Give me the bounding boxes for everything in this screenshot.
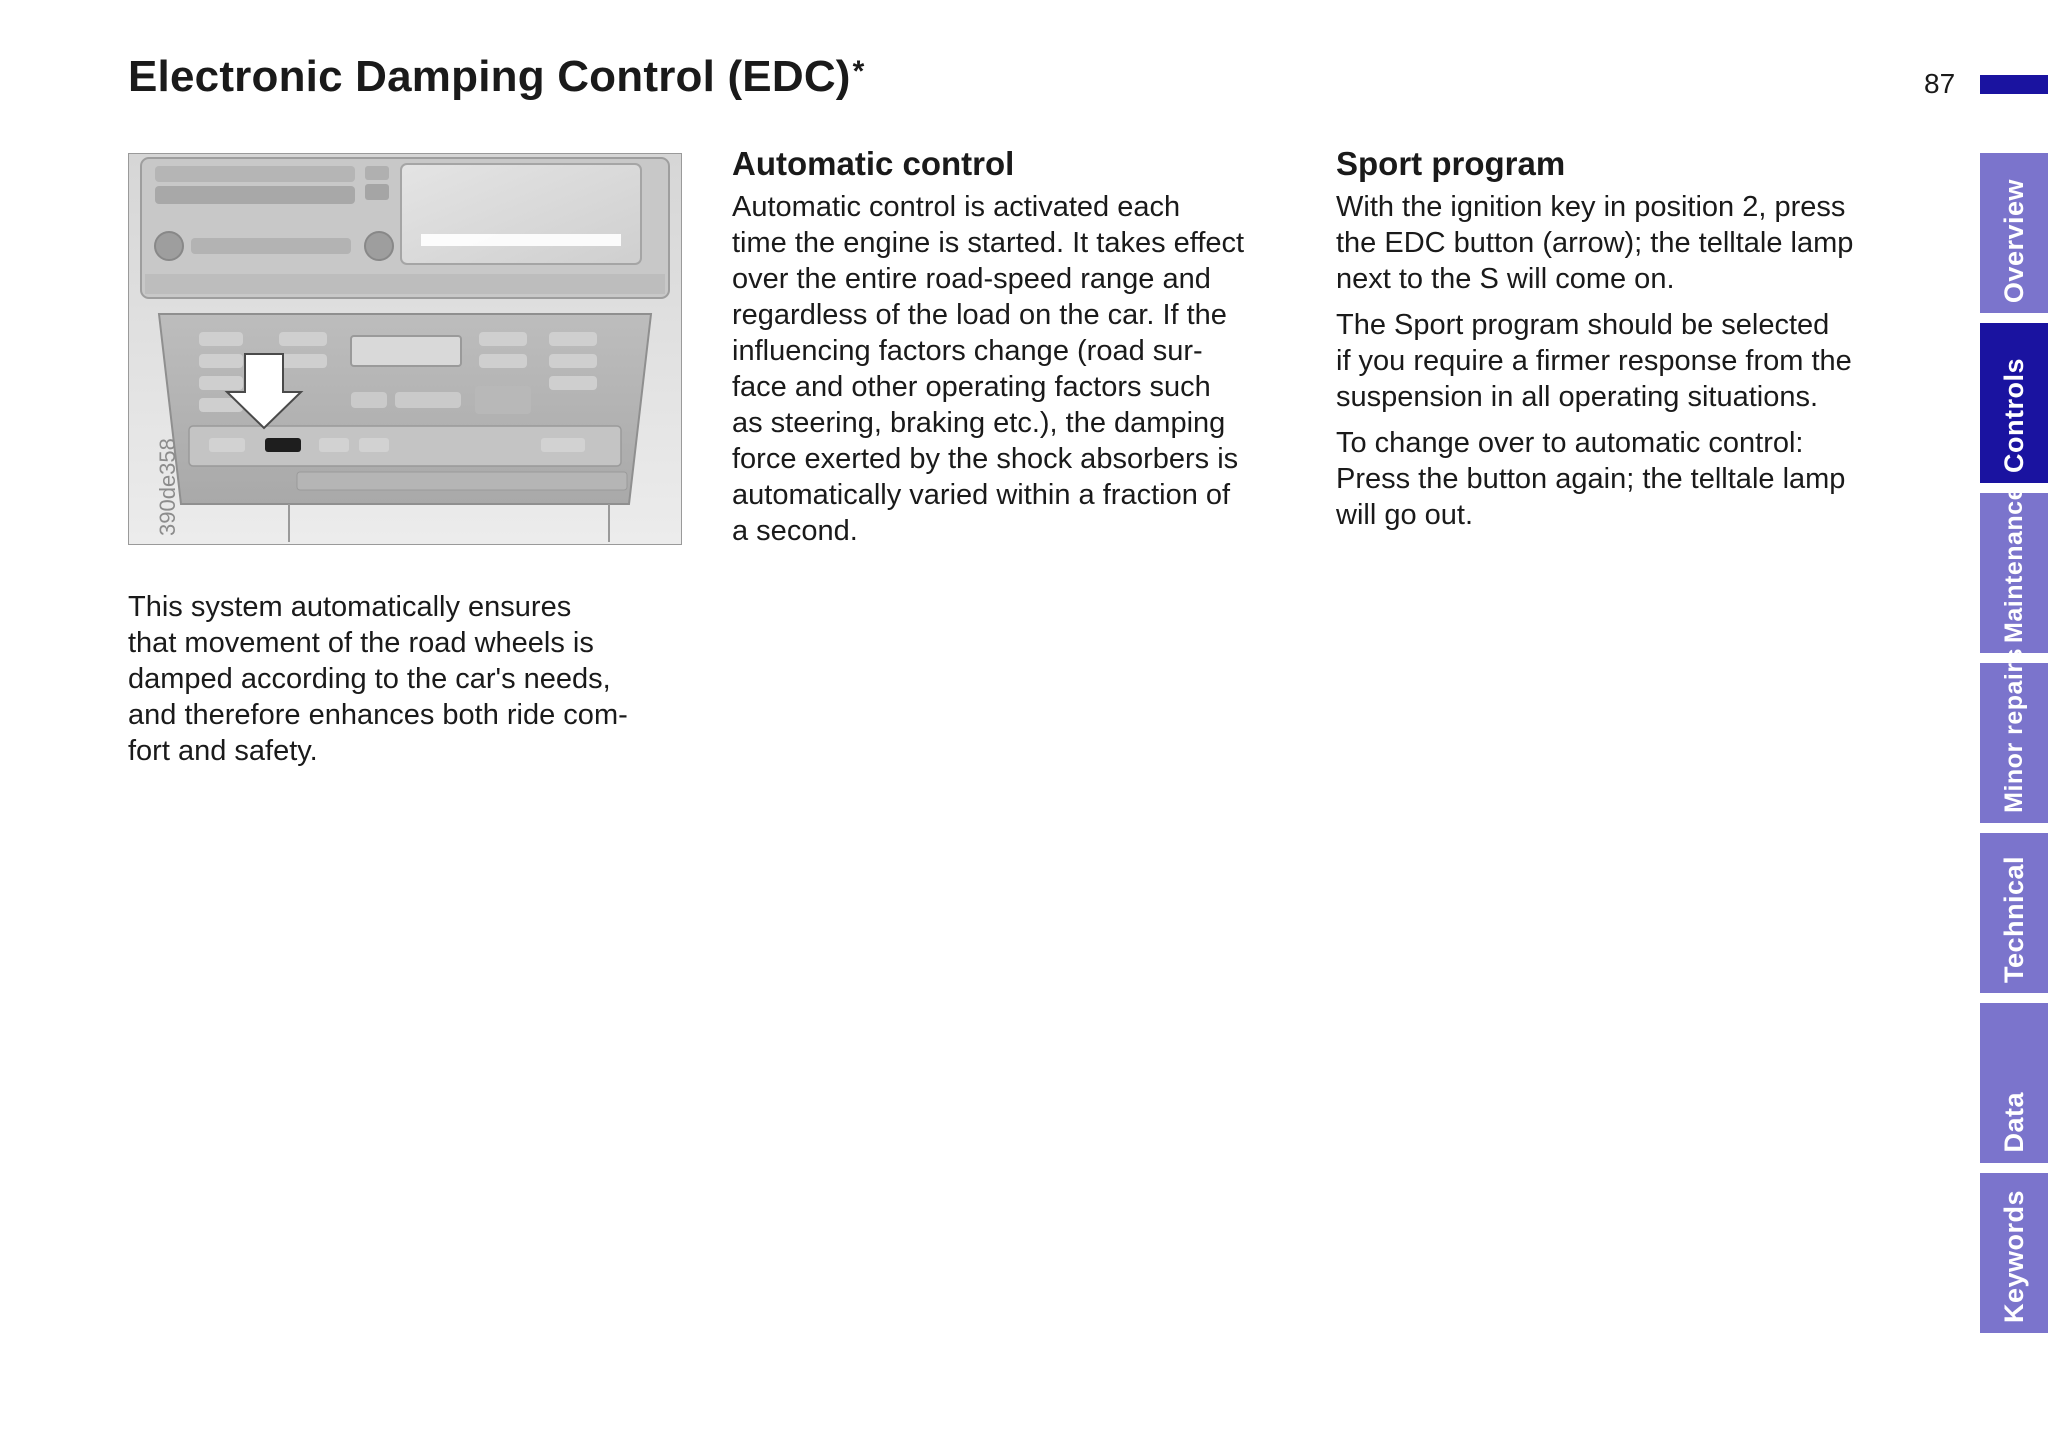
- image-code: 390de358: [155, 438, 180, 536]
- title-asterisk: *: [852, 55, 865, 88]
- text-line: fort and safety.: [128, 735, 318, 767]
- automatic-control-heading: Automatic control: [732, 145, 1015, 182]
- tab-controls[interactable]: [1980, 323, 2048, 483]
- text-line: as steering, braking etc.), the damping: [732, 407, 1226, 439]
- tab-label: Keywords: [1998, 1189, 2029, 1323]
- text-line: regardless of the load on the car. If the: [732, 299, 1227, 331]
- automatic-control-section: [732, 143, 1312, 559]
- text-line: Press the button again; the telltale lamp: [1336, 463, 1846, 495]
- text-line: the EDC button (arrow); the telltale lamp: [1336, 227, 1854, 259]
- page-title: [128, 52, 865, 102]
- sport-program-section: [1336, 143, 1916, 543]
- text-line: Automatic control is activated each: [732, 191, 1181, 223]
- tab-label: Data: [1998, 1092, 2029, 1153]
- sport-program-heading: Sport program: [1336, 145, 1566, 182]
- tab-keywords[interactable]: [1980, 1173, 2048, 1333]
- text-line: This system automatically ensures: [128, 591, 572, 623]
- text-line: influencing factors change (road sur-: [732, 335, 1203, 367]
- page-marker-bar: [1980, 75, 2048, 94]
- text-line: and therefore enhances both ride com-: [128, 699, 628, 731]
- tab-label: Maintenance: [1999, 486, 2028, 643]
- tab-maintenance[interactable]: [1980, 486, 2048, 653]
- tab-label: Minor repairs: [1999, 648, 2028, 813]
- sport-paragraph-1: [1336, 189, 1916, 297]
- text-line: suspension in all operating situations.: [1336, 381, 1819, 413]
- tab-label: Controls: [1998, 358, 2029, 473]
- text-line: face and other operating factors such: [732, 371, 1211, 403]
- text-line: damped according to the car's needs,: [128, 663, 611, 695]
- text-line: a second.: [732, 515, 858, 547]
- text-line: To change over to automatic control:: [1336, 427, 1804, 459]
- text-line: force exerted by the shock absorbers is: [732, 443, 1239, 475]
- text-line: time the engine is started. It takes effect: [732, 227, 1245, 259]
- tab-overview[interactable]: [1980, 153, 2048, 313]
- tab-label: Overview: [1998, 178, 2029, 303]
- text-line: With the ignition key in position 2, press: [1336, 191, 1846, 223]
- console-illustration: [128, 153, 682, 545]
- intro-column: [128, 589, 708, 779]
- page-title-text: Electronic Damping Control (EDC): [128, 52, 851, 101]
- tab-technical[interactable]: [1980, 833, 2048, 993]
- text-line: over the entire road-speed range and: [732, 263, 1211, 295]
- sport-paragraph-3: [1336, 425, 1916, 533]
- tab-label: Technical: [1998, 855, 2029, 983]
- text-line: automatically varied within a fraction of: [732, 479, 1231, 511]
- text-line: will go out.: [1336, 499, 1474, 531]
- tab-minor-repairs[interactable]: [1980, 648, 2048, 823]
- text-line: The Sport program should be selected: [1336, 309, 1830, 341]
- page-number: 87: [1924, 68, 1956, 99]
- text-line: that movement of the road wheels is: [128, 627, 594, 659]
- automatic-control-paragraph: [732, 189, 1312, 549]
- tab-data[interactable]: [1980, 1003, 2048, 1163]
- sport-paragraph-2: [1336, 307, 1916, 415]
- text-line: next to the S will come on.: [1336, 263, 1675, 295]
- text-line: if you require a firmer response from the: [1336, 345, 1852, 377]
- intro-paragraph: [128, 589, 708, 769]
